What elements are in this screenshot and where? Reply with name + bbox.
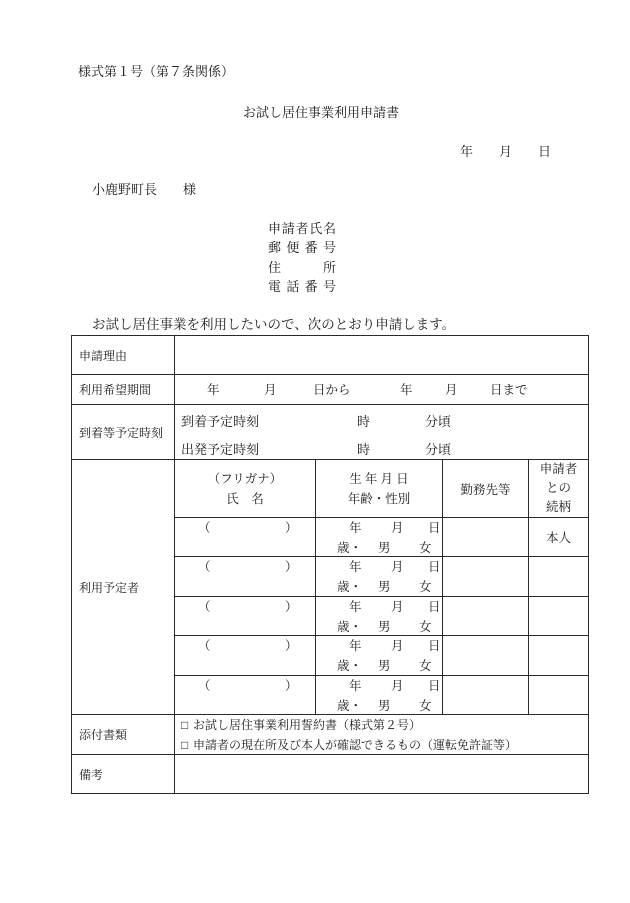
user-row-name-cell	[175, 676, 316, 715]
name-open-paren: （	[198, 600, 211, 614]
user-row-name-cell	[175, 557, 316, 597]
gender-female: 女	[419, 699, 432, 713]
gender-male: 男	[378, 699, 391, 713]
intro-sentence: お試し居住事業を利用したいので、次のとおり申請します。	[92, 317, 456, 332]
user-row-birth-cell	[316, 597, 443, 636]
birth-year-unit: 年	[349, 560, 362, 574]
applicant-address-label: 住 所	[268, 260, 336, 275]
period-start-year: 年	[207, 383, 220, 397]
gender-male: 男	[378, 659, 391, 673]
attachment-pledge-text: お試し居住事業利用誓約書（様式第２号）	[193, 718, 422, 732]
period-label-text: 利用希望期間	[79, 383, 152, 397]
schedule-label-text: 到着等予定時刻	[79, 425, 164, 440]
schedule-label	[72, 405, 175, 460]
arrival-hour-unit: 時	[357, 414, 371, 429]
birth-day-unit: 日	[428, 521, 441, 535]
attachment-id-text: 申請者の現在所及び本人が確認できるもの（運転免許証等）	[193, 738, 518, 752]
departure-time-label: 出発予定時刻	[181, 442, 260, 457]
birth-day-unit: 日	[428, 600, 441, 614]
period-label	[72, 375, 175, 405]
user-row-relation-cell	[529, 597, 589, 636]
gender-female: 女	[419, 580, 432, 594]
departure-hour-unit: 時	[357, 442, 371, 457]
applicant-name-label: 申請者氏名	[268, 221, 336, 236]
user-row-relation-cell	[529, 636, 589, 676]
user-row-birth-cell	[316, 636, 443, 676]
user-row-relation-cell	[529, 518, 589, 557]
users-label-text: 利用予定者	[79, 580, 140, 595]
birth-day-unit: 日	[428, 560, 441, 574]
name-open-paren: （	[198, 679, 211, 693]
period-end-month: 月	[445, 383, 458, 397]
user-row-name-cell	[175, 597, 316, 636]
checkbox-icon: □	[181, 718, 189, 732]
gender-female: 女	[419, 659, 432, 673]
name-close-paren: ）	[285, 639, 298, 653]
header-workplace-text: 勤務先等	[460, 482, 511, 497]
name-open-paren: （	[198, 560, 211, 574]
form-number: 様式第１号（第７条関係）	[78, 64, 235, 79]
attachments-field	[175, 715, 589, 755]
user-row-name-cell	[175, 518, 316, 557]
period-start-day: 日から	[313, 383, 351, 397]
relation-self: 本人	[545, 531, 571, 545]
birth-month-unit: 月	[391, 679, 404, 693]
birth-month-unit: 月	[391, 639, 404, 653]
header-relation-line3: 続柄	[545, 500, 571, 514]
arrival-minute-unit: 分頃	[425, 414, 452, 429]
header-name-main: 氏 名	[226, 491, 264, 506]
birth-year-unit: 年	[349, 600, 362, 614]
departure-minute-unit: 分頃	[425, 442, 452, 457]
birth-day-unit: 日	[428, 639, 441, 653]
user-row-workplace-cell	[443, 636, 529, 676]
gender-male: 男	[378, 620, 391, 634]
attachments-label-text: 添付書類	[79, 728, 128, 742]
user-row-workplace-cell	[443, 518, 529, 557]
header-name-furigana: （フリガナ）	[207, 471, 283, 486]
addressee: 小鹿野町長 様	[92, 182, 197, 197]
schedule-field	[175, 405, 589, 460]
gender-female: 女	[419, 620, 432, 634]
name-close-paren: ）	[285, 521, 298, 535]
birth-year-unit: 年	[349, 639, 362, 653]
gender-female: 女	[419, 541, 432, 555]
period-end-day: 日まで	[490, 383, 528, 397]
birth-day-unit: 日	[428, 679, 441, 693]
name-open-paren: （	[198, 521, 211, 535]
user-row-workplace-cell	[443, 597, 529, 636]
period-start-month: 月	[264, 383, 277, 397]
user-row-workplace-cell	[443, 557, 529, 597]
header-age-gender: 年齢・性別	[347, 491, 411, 506]
arrival-time-label: 到着予定時刻	[181, 414, 260, 429]
period-field	[175, 375, 589, 405]
birth-year-unit: 年	[349, 521, 362, 535]
age-unit: 歳・	[337, 620, 363, 634]
name-open-paren: （	[198, 639, 211, 653]
application-table	[71, 335, 589, 794]
age-unit: 歳・	[337, 541, 363, 555]
header-birthdate: 生 年 月 日	[349, 471, 409, 486]
header-birth	[316, 460, 443, 518]
user-row-workplace-cell	[443, 676, 529, 715]
name-close-paren: ）	[285, 600, 298, 614]
header-relation	[529, 460, 589, 518]
attachments-label	[72, 715, 175, 755]
gender-male: 男	[378, 541, 391, 555]
birth-month-unit: 月	[391, 600, 404, 614]
user-row-birth-cell	[316, 518, 443, 557]
reason-label	[72, 336, 175, 375]
period-end-year: 年	[400, 383, 413, 397]
name-close-paren: ）	[285, 560, 298, 574]
birth-month-unit: 月	[391, 521, 404, 535]
age-unit: 歳・	[337, 580, 363, 594]
birth-month-unit: 月	[391, 560, 404, 574]
name-close-paren: ）	[285, 679, 298, 693]
reason-label-text: 申請理由	[79, 348, 128, 363]
checkbox-icon: □	[181, 738, 189, 752]
remarks-label	[72, 755, 175, 794]
user-row-birth-cell	[316, 676, 443, 715]
user-row-relation-cell	[529, 557, 589, 597]
applicant-postal-code-label: 郵 便 番 号	[268, 240, 336, 255]
gender-male: 男	[378, 580, 391, 594]
applicant-phone-label: 電 話 番 号	[268, 279, 336, 294]
remarks-field	[175, 755, 589, 794]
user-row-birth-cell	[316, 557, 443, 597]
header-relation-line2: との	[545, 481, 571, 495]
header-workplace	[443, 460, 529, 518]
date-line: 年 月 日	[460, 144, 552, 159]
user-row-name-cell	[175, 636, 316, 676]
remarks-label-text: 備考	[79, 767, 104, 782]
user-row-relation-cell	[529, 676, 589, 715]
document-title: お試し居住事業利用申請書	[243, 105, 400, 120]
header-relation-line1: 申請者	[539, 462, 578, 476]
age-unit: 歳・	[337, 659, 363, 673]
birth-year-unit: 年	[349, 679, 362, 693]
users-label	[72, 460, 175, 715]
reason-field	[175, 336, 589, 375]
header-name	[175, 460, 316, 518]
age-unit: 歳・	[337, 699, 363, 713]
